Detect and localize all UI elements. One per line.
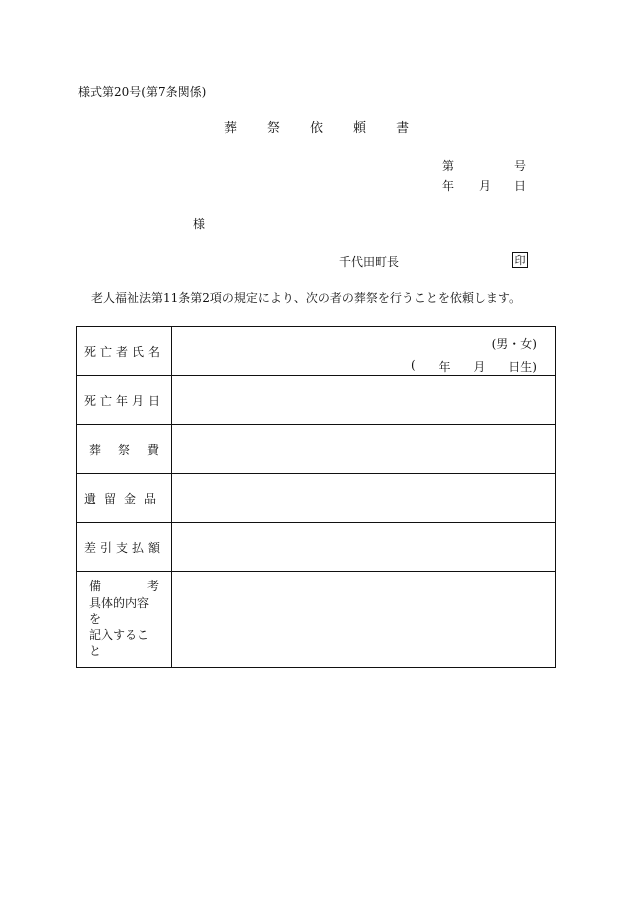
title-char: 葬: [224, 121, 238, 136]
death-date-field[interactable]: [172, 376, 556, 425]
balance-field[interactable]: [172, 523, 556, 572]
deceased-name-field[interactable]: [172, 327, 556, 376]
notes-instruction-line2: 記入すること: [89, 628, 150, 659]
funeral-cost-char: 費: [146, 442, 159, 457]
funeral-cost-char: 祭: [117, 442, 130, 457]
funeral-cost-field[interactable]: [172, 425, 556, 474]
seal-mark: 印: [512, 252, 528, 268]
title-char: 祭: [267, 121, 281, 136]
estate-label: 遺留金品: [83, 491, 164, 506]
notes-instruction-line1: 具体的内容を: [89, 595, 150, 627]
table-row: [77, 572, 556, 668]
request-statement: 老人福祉法第11条第2項の規定により、次の者の葬祭を行うことを依頼します。: [91, 291, 521, 305]
estate-label-cell: [77, 474, 172, 523]
table-row: [77, 523, 556, 572]
deceased-name-label: 死亡者氏名: [83, 344, 164, 359]
gender-options: (男・女): [491, 337, 537, 351]
notes-label-char: 備: [89, 579, 102, 594]
funeral-cost-label-cell: [77, 425, 172, 474]
document-number-suffix: 号: [514, 159, 527, 173]
addressee-suffix: 様: [193, 217, 206, 231]
birth-year-label: 年: [438, 360, 451, 374]
deceased-name-label-cell: [77, 327, 172, 376]
funeral-cost-char: 葬: [89, 442, 102, 457]
funeral-cost-label: [89, 441, 159, 458]
birth-open-paren: (: [411, 358, 416, 372]
date-year-label: 年: [442, 179, 455, 193]
title-char: 依: [310, 121, 324, 136]
table-row: [77, 327, 556, 376]
table-row: [77, 376, 556, 425]
birth-day-label: 日生): [508, 360, 537, 374]
form-number: 様式第20号(第7条関係): [78, 85, 207, 99]
notes-field[interactable]: [172, 572, 556, 668]
table-row: [77, 474, 556, 523]
balance-label: 差引支払額: [83, 540, 164, 555]
balance-label-cell: [77, 523, 172, 572]
death-date-label: 死亡年月日: [83, 393, 164, 408]
title-char: 書: [396, 121, 410, 136]
date-day-label: 日: [514, 179, 527, 193]
notes-label-cell: [77, 572, 172, 668]
date-month-label: 月: [479, 179, 492, 193]
title-char: 頼: [353, 121, 367, 136]
document-title: [224, 122, 409, 135]
notes-label-char: 考: [146, 579, 159, 594]
issuer-name: 千代田町長: [339, 255, 400, 269]
death-date-label-cell: [77, 376, 172, 425]
notes-label: [89, 579, 159, 595]
birth-month-label: 月: [473, 360, 486, 374]
estate-field[interactable]: [172, 474, 556, 523]
document-number-label: 第: [442, 159, 455, 173]
birth-date-field: [411, 358, 537, 375]
funeral-request-table: [76, 326, 556, 668]
table-row: [77, 425, 556, 474]
